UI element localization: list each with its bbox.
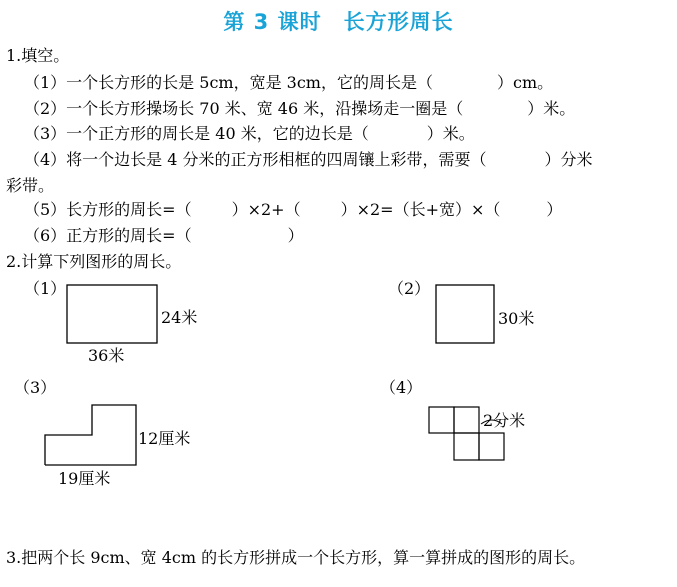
page-title: 第 3 课时 长方形周长 bbox=[223, 10, 454, 34]
figure-3-side-label: 12厘米 bbox=[138, 429, 191, 448]
q1-item-3 bbox=[24, 124, 475, 144]
q1-item-3-unit: ）米。 bbox=[426, 124, 475, 143]
q1-item-2 bbox=[24, 99, 575, 119]
figure-1-label: （1） bbox=[24, 279, 67, 298]
figure-2-side-label: 30米 bbox=[498, 309, 535, 328]
figure-3-bottom-label: 19厘米 bbox=[58, 469, 111, 488]
q1-heading: 1.填空。 bbox=[6, 46, 70, 65]
figure-2-square bbox=[435, 284, 495, 344]
q1-item-4-continuation: 彩带。 bbox=[6, 176, 55, 195]
q1-item-2-text: （2）一个长方形操场长 70 米、宽 46 米，沿操场走一圈是（ bbox=[24, 99, 464, 118]
figure-1-bottom-label: 36米 bbox=[88, 346, 125, 365]
figure-3-label: （3） bbox=[14, 378, 57, 397]
q1-item-2-unit: ）米。 bbox=[527, 99, 576, 118]
q1-item-1-text: （1）一个长方形的长是 5cm，宽是 3cm，它的周长是（ bbox=[24, 73, 433, 92]
figure-1-side-label: 24米 bbox=[161, 308, 198, 327]
q2-heading: 2.计算下列图形的周长。 bbox=[6, 252, 182, 271]
q1-item-6-text: （6）正方形的周长=（ bbox=[24, 226, 192, 245]
figure-4-side-label: 2分米 bbox=[483, 411, 526, 430]
q1-item-1-unit: ）cm。 bbox=[496, 73, 554, 92]
q3-text: 3.把两个长 9cm、宽 4cm 的长方形拼成一个长方形，算一算拼成的图形的周长。 bbox=[6, 548, 586, 567]
q1-item-1 bbox=[24, 73, 553, 93]
q1-item-5-mid: ）×2+（ bbox=[231, 200, 301, 219]
figure-4-label: （4） bbox=[380, 378, 423, 397]
q1-item-3-text: （3）一个正方形的周长是 40 米，它的边长是（ bbox=[24, 124, 369, 143]
q1-item-5-text: （5）长方形的周长=（ bbox=[24, 200, 192, 219]
q1-item-4-text: （4）将一个边长是 4 分米的正方形相框的四周镶上彩带，需要（ bbox=[24, 150, 487, 169]
q1-item-4 bbox=[24, 150, 593, 170]
q1-item-4-unit: ）分米 bbox=[544, 150, 593, 169]
q1-item-5 bbox=[24, 200, 562, 220]
figure-1-rectangle bbox=[66, 284, 158, 344]
figure-3-l-shape bbox=[44, 404, 140, 466]
figure-2-label: （2） bbox=[388, 279, 431, 298]
q1-item-5-mid: ）×2=（长+宽）×（ bbox=[340, 200, 501, 219]
q1-item-6-end: ） bbox=[287, 226, 304, 245]
q1-item-6 bbox=[24, 226, 304, 246]
q1-item-5-end: ） bbox=[546, 200, 563, 219]
